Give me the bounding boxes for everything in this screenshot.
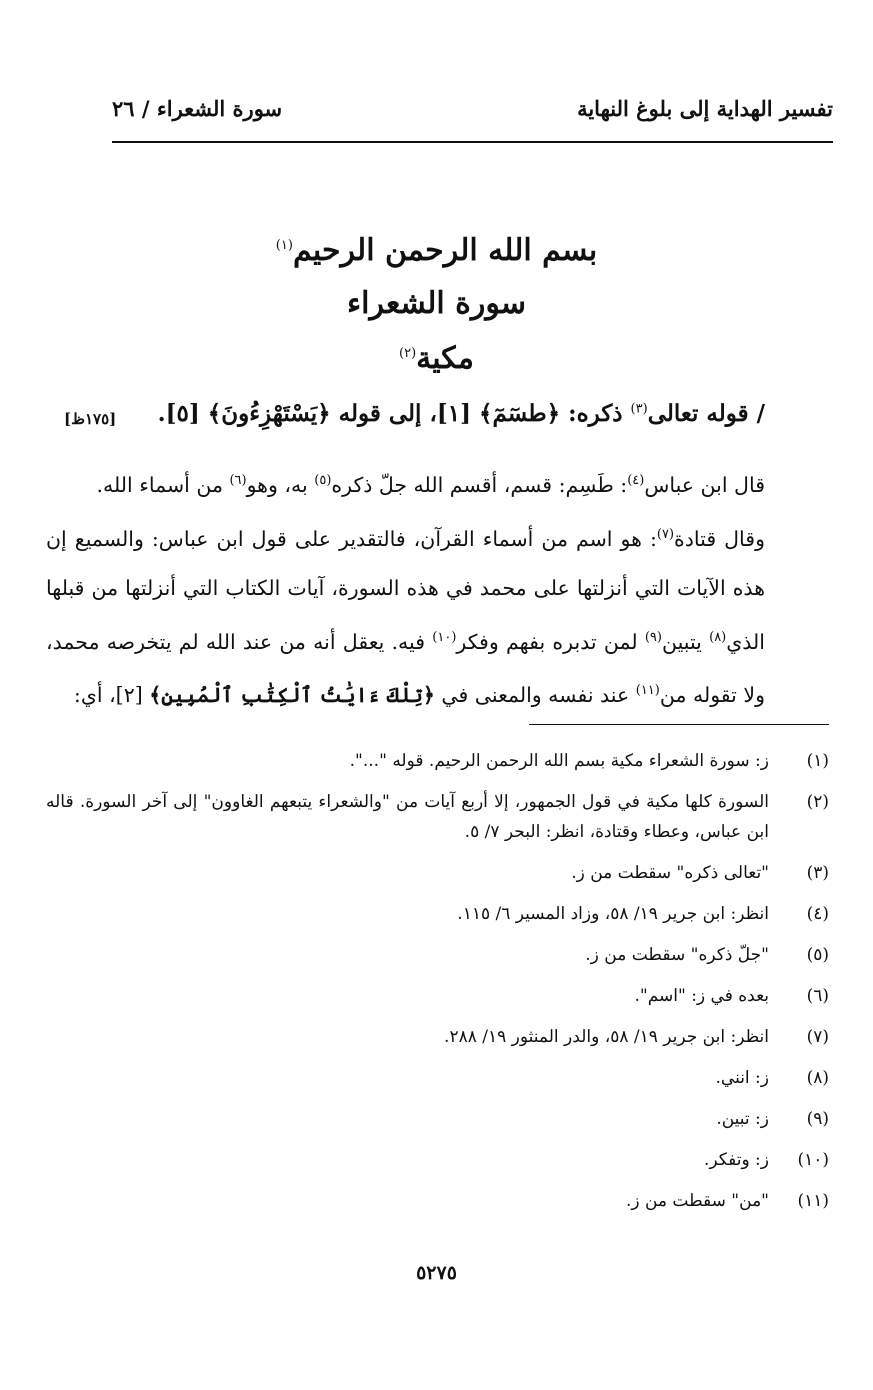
makki-text: مكية [416, 341, 474, 376]
footnote-text: انظر: ابن جرير ١٩/ ٥٨، وزاد المسير ٦/ ١١٥. [457, 904, 769, 924]
footnote-text: "جلّ ذكره" سقطت من ز. [585, 945, 769, 965]
footnote-number: (٩) [806, 1109, 829, 1129]
footnote [46, 940, 829, 970]
para-text: : هو اسم من أسماء القرآن، فالتقدير على قول ابن عباس: والسميع إن هذه الآيات التي أنزلتها على محمد في هذه السورة، آيات الكتاب التي أنزلتها من قبلها الذي [46, 526, 765, 654]
surah-name-heading: سورة الشعراء [347, 286, 526, 321]
footnote-ref: (٣) [630, 401, 648, 417]
footnote-ref: (٦) [229, 473, 247, 488]
footnote-number: (١) [806, 751, 829, 771]
footnote-rule [529, 724, 829, 725]
para-text: [٢]، أي: [73, 683, 150, 708]
page-number: ٥٢٧٥ [416, 1262, 457, 1284]
footnote-ref: (٤) [627, 473, 645, 488]
footnote-text: بعده في ز: "اسم". [634, 986, 769, 1006]
footnote-number: (٦) [806, 986, 829, 1006]
footnote [46, 1104, 829, 1134]
para-text: يتبين [661, 629, 710, 654]
basmala-text: بسم الله الرحمن الرحيم [292, 233, 598, 268]
para-text: لمن تدبره بفهم وفكر [456, 629, 645, 654]
footnote-text: "من" سقطت من ز. [625, 1191, 769, 1211]
footnote-number: (٢) [806, 792, 829, 812]
footnote [46, 746, 829, 776]
footnote-number: (١١) [797, 1191, 829, 1211]
footnote [46, 858, 829, 888]
footnote-number: (٣) [806, 863, 829, 883]
footnote [46, 787, 829, 847]
para-text: قال ابن عباس [644, 472, 765, 497]
footnote-number: (١٠) [797, 1150, 829, 1170]
footnote-number: (٤) [806, 904, 829, 924]
footnote-ref: (١) [275, 238, 293, 253]
footnote-ref: (٩) [644, 629, 662, 645]
title-block [0, 218, 873, 384]
book-title: تفسير الهداية إلى بلوغ النهاية [577, 96, 833, 121]
footnote-text: ز: انني. [715, 1068, 769, 1088]
para-text: فيه. يعقل أنه من عند الله لم يتخرصه محمد، ولا تقوله من [46, 629, 765, 708]
paragraph-qatada [46, 510, 829, 720]
verse-range: ذكره: ﴿طسٓمٓ﴾ [١]، إلى قوله ﴿يَسْتَهْزِءُونَ﴾ [٥]. [157, 400, 631, 427]
para-text: من أسماء الله. [96, 472, 230, 497]
para-text: به، وهو [246, 472, 315, 497]
footnote-ref: (٧) [656, 526, 675, 542]
quran-quote: ﴿تِلْكَ ءَايَٰتُ ٱلْكِتَٰبِ ٱلْمُبِينِ﴾ [149, 683, 435, 708]
header-rule [112, 141, 833, 143]
verse-reference-line [126, 400, 765, 427]
footnote [46, 981, 829, 1011]
footnote-ref: (١٠) [432, 629, 457, 645]
footnote-number: (٥) [806, 945, 829, 965]
footnote-number: (٧) [806, 1027, 829, 1047]
footnote-text: انظر: ابن جرير ١٩/ ٥٨، والدر المنثور ١٩/ ٢٨٨. [444, 1027, 769, 1047]
footnote-ref: (٨) [709, 629, 727, 645]
footnote [46, 1145, 829, 1175]
footnote [46, 1186, 829, 1216]
verse-intro: قوله تعالى [647, 400, 749, 427]
running-header [112, 96, 833, 132]
footnote-text: ز: تبين. [716, 1109, 769, 1129]
footnote-number: (٨) [806, 1068, 829, 1088]
body-text [46, 456, 829, 720]
surah-label: سورة الشعراء / ٢٦ [112, 96, 283, 121]
para-text: وقال قتادة [674, 526, 765, 551]
footnote [46, 1022, 829, 1052]
footnote [46, 899, 829, 929]
makki-heading [0, 329, 873, 384]
footnote-ref: (٥) [314, 473, 332, 488]
footnote-text: ز: وتفكر. [703, 1150, 769, 1170]
footnote-text: ز: سورة الشعراء مكية بسم الله الرحمن الرحيم. قوله "...". [349, 751, 769, 771]
footnote-text: "تعالى ذكره" سقطت من ز. [571, 863, 769, 883]
manuscript-marker: [١٧٥ظ] [64, 410, 117, 428]
footnote-ref: (٢) [399, 346, 417, 361]
footnote [46, 1063, 829, 1093]
page-break-slash: / [756, 400, 765, 427]
para-text: عند نفسه والمعنى في [434, 683, 636, 708]
para-text: : طَسِم: قسم، أقسم الله جلّ ذكره [331, 472, 628, 497]
footnote-text: السورة كلها مكية في قول الجمهور، إلا أربع آيات من "والشعراء يتبعهم الغاوون" إلى آخر السورة. قاله ابن عباس، وعطاء وقتادة، انظر: البحر ٧/ ٥. [46, 792, 769, 842]
paragraph-ibn-abbas [46, 456, 829, 510]
footnote-ref: (١١) [635, 683, 660, 699]
footnotes-list [46, 746, 829, 1227]
basmala-heading [0, 218, 873, 279]
